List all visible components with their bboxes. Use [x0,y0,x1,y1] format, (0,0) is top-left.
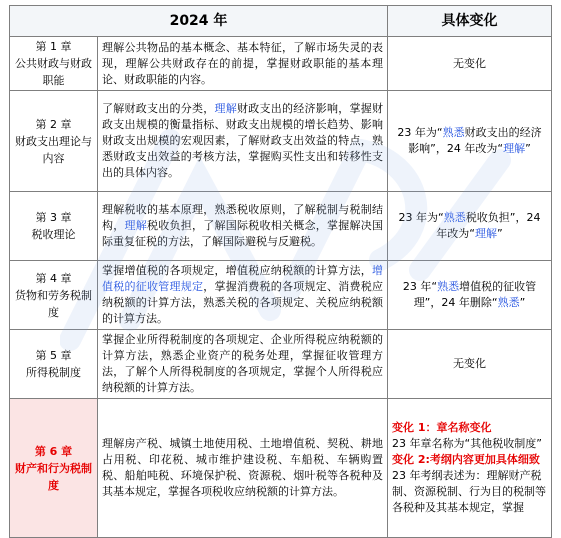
header-year: 2024 年 [10,6,388,37]
change-cell [388,261,552,330]
requirement-cell [98,330,388,399]
text-run: 税收负担”，24 年改为“ [436,211,541,240]
chapter-number: 第 4 章 [35,271,72,285]
chapter-number: 第 2 章 [35,117,72,131]
syllabus-comparison-table [9,5,552,538]
text-run: ” [525,142,531,155]
chapter-number: 第 6 章 [34,444,73,458]
keyword-highlight: 理解 [475,227,497,240]
keyword-highlight: 增值税的征收管理规定 [102,264,383,293]
change-cell [388,330,552,399]
keyword-highlight: 熟悉 [437,280,460,293]
text-run: 23 年章名称为“其他税收制度” [392,437,542,450]
change-cell [388,37,552,91]
text-run: ，掌握消费税的各项规定、消费税应纳税额的计算方法，熟悉关税的各项规定、关税应纳税额的计算方法。 [102,280,383,325]
change-highlight: 变化 1：章名称变化 [392,421,492,434]
text-run: 增值税的征收管理”，24 年删除“ [413,280,537,309]
requirement-cell [98,192,388,261]
chapter-cell [10,37,98,91]
chapter-title: 货物和劳务税制度 [15,288,92,319]
text-run: 23 年“ [402,280,438,293]
header-change: 具体变化 [388,6,552,37]
text-run: 23 年考纲表述为：理解财产税制、资源税制、行为目的税制等各税种及其基本规定，掌握 [392,469,546,514]
chapter-title: 财产和行为税制度 [15,461,92,492]
chapter-title: 财政支出理论与内容 [15,134,92,165]
text-run: 了解财政支出的分类， [102,102,215,115]
chapter-number: 第 1 章 [35,40,72,53]
table-header-row [10,6,552,37]
chapter-cell [10,192,98,261]
keyword-highlight: 熟悉 [497,296,520,309]
text-run: 财政支出的经济影响，掌握财政支出规模的衡量指标、财政支出规模的增长趋势、影响财政支出规模的宏观因素，了解财政支出效益的特点，熟悉财政支出效益的考核方法，掌握购买性支出和转移性支出的具体内容。 [102,102,383,179]
change-cell [388,192,552,261]
change-cell [388,91,552,192]
chapter-number: 第 5 章 [35,349,72,362]
keyword-highlight: 熟悉 [443,211,466,224]
table-row [10,91,552,192]
chapter-number: 第 3 章 [35,211,72,224]
keyword-highlight: 理解 [124,219,147,232]
text-run: 掌握企业所得税制度的各项规定、企业所得税应纳税额的计算方法，熟悉企业资产的税务处理，掌握征收管理方法，了解个人所得税制度的各项规定，掌握个人所得税应纳税额的计算方法。 [102,333,383,394]
text-run: 理解公共物品的基本概念、基本特征，了解市场失灵的表现，理解公共财政存在的前提，掌握财政职能的基本理论、财政职能的内容。 [102,40,383,86]
keyword-highlight: 熟悉 [442,126,465,139]
text-run: ” [497,227,503,240]
previous-page-text-fragment [0,0,561,4]
requirement-cell [98,261,388,330]
chapter-title: 税收理论 [31,228,76,241]
text-run: ” [519,296,526,309]
keyword-highlight: 理解 [503,142,526,155]
table-row [10,37,552,91]
chapter-cell [10,330,98,399]
chapter-title: 所得税制度 [26,366,81,379]
text-run: 理解税收的基本原理，熟悉税收原则，了解税制与税制结构， [102,203,383,232]
text-run: 理解房产税、城镇土地使用税、土地增值税、契税、耕地占用税、印花税、城市维护建设税、车船税、车辆购置税、船舶吨税、环境保护税、资源税、烟叶税等各税种及其基本规定，掌握各项税收应纳税额的计算方法。 [102,437,383,498]
text-run: 无变化 [453,56,486,70]
text-run: 23 年为“ [397,126,443,139]
table-row [10,330,552,399]
requirement-cell [98,91,388,192]
chapter-cell [10,91,98,192]
text-run: 财政支出的经济影响”，24 年改为“ [408,126,542,155]
requirement-cell [98,37,388,91]
chapter-cell [10,261,98,330]
table-row [10,192,552,261]
text-run: 23 年为“ [398,211,444,224]
text-run: 无变化 [453,357,486,370]
table-row [10,261,552,330]
change-highlight: 变化 2:考纲内容更加具体细致 [392,453,540,466]
chapter-title: 公共财政与财政职能 [15,57,92,87]
keyword-highlight: 理解 [214,102,237,115]
text-run: 掌握增值税的各项规定，增值税应纳税额的计算方法， [102,264,372,277]
text-run: 税收负担，了解国际税收相关概念，掌握解决国际重复征税的方法，了解国际避税与反避税。 [102,219,383,248]
